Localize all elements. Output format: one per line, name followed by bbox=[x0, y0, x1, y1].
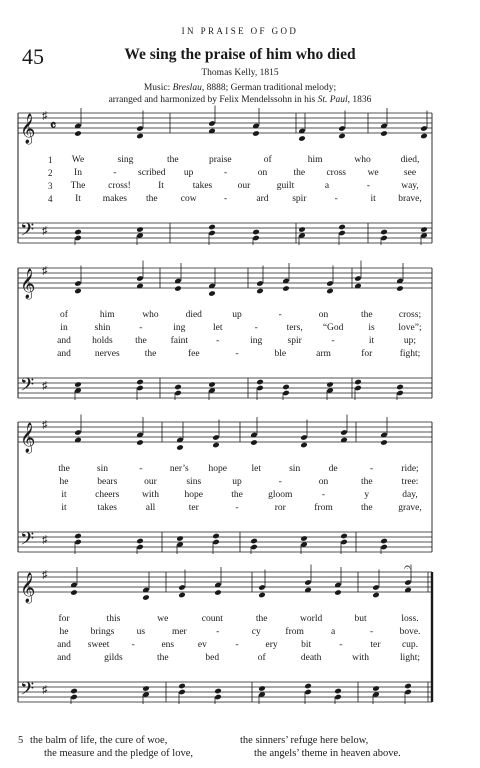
notehead bbox=[338, 224, 346, 231]
lyric-syllable: sin bbox=[96, 464, 108, 474]
lyric-syllable: holds bbox=[92, 336, 113, 346]
bass-clef-icon: 𝄢 bbox=[20, 375, 35, 400]
notehead bbox=[74, 130, 82, 137]
lyric-syllable: all bbox=[145, 503, 156, 513]
lyric-syllable: from bbox=[285, 627, 304, 637]
verse-number: 2 bbox=[48, 168, 53, 178]
music-credit-line-1 bbox=[0, 82, 480, 94]
author-credit: Thomas Kelly, 1815 bbox=[201, 68, 279, 78]
lyric-syllable: but bbox=[354, 614, 367, 624]
lyric-syllable: takes bbox=[97, 503, 118, 513]
lyric-syllable: a bbox=[331, 627, 336, 637]
lyric-syllable: who bbox=[354, 155, 371, 165]
notehead bbox=[136, 538, 144, 545]
sharp-icon: ♯ bbox=[42, 380, 48, 392]
lyric-syllable: it bbox=[61, 503, 67, 513]
lyric-syllable: with bbox=[352, 653, 370, 663]
stanza-5-left bbox=[30, 734, 193, 760]
notehead bbox=[136, 133, 144, 140]
lyric-syllable: spir bbox=[292, 194, 307, 204]
notehead bbox=[334, 589, 342, 596]
lyric-syllable: gilds bbox=[104, 653, 123, 663]
arranger-year: , 1836 bbox=[347, 95, 372, 105]
treble-clef-icon: 𝄞 bbox=[20, 573, 36, 603]
lyric-syllable: us bbox=[136, 627, 146, 637]
notehead bbox=[380, 229, 388, 236]
lyric-syllable: grave, bbox=[398, 503, 422, 513]
lyric-syllable: hope bbox=[184, 490, 203, 500]
notehead bbox=[178, 683, 186, 690]
lyric-syllable: de bbox=[328, 464, 338, 474]
lyric-syllable: spir bbox=[287, 336, 302, 346]
hymn-number: 45 bbox=[22, 44, 44, 69]
syllable-hyphen: - bbox=[278, 477, 282, 487]
notehead bbox=[250, 538, 258, 545]
notehead bbox=[300, 535, 308, 542]
lyric-syllable: of bbox=[257, 653, 266, 663]
sharp-icon: ♯ bbox=[42, 569, 48, 581]
sharp-icon: ♯ bbox=[42, 265, 48, 277]
lyric-syllable: bears bbox=[97, 477, 118, 487]
notehead bbox=[256, 288, 264, 295]
lyric-syllable: It bbox=[75, 194, 81, 204]
lyric-syllable: on bbox=[257, 168, 268, 178]
stanza-5-line-4: the angels’ theme in heaven above. bbox=[254, 748, 401, 759]
lyric-syllable: the bbox=[135, 336, 147, 346]
sharp-icon: ♯ bbox=[42, 225, 48, 237]
lyric-syllable: it bbox=[370, 194, 376, 204]
notehead bbox=[74, 288, 82, 295]
notehead bbox=[338, 133, 346, 140]
lyric-syllable: gloom bbox=[268, 490, 293, 500]
lyric-syllable: praise bbox=[208, 155, 232, 165]
notehead bbox=[300, 442, 308, 449]
notehead bbox=[178, 592, 186, 599]
notehead bbox=[214, 688, 222, 695]
notehead bbox=[326, 288, 334, 295]
lyric-syllable: sweet bbox=[87, 640, 110, 650]
notehead bbox=[208, 224, 216, 231]
syllable-hyphen: - bbox=[139, 323, 143, 333]
lyric-syllable: cross; bbox=[398, 310, 422, 320]
lyric-syllable: a bbox=[324, 181, 330, 191]
notehead bbox=[340, 533, 348, 540]
treble-clef-icon: 𝄞 bbox=[20, 269, 36, 299]
syllable-hyphen: - bbox=[216, 627, 220, 637]
syllable-hyphen: - bbox=[223, 194, 228, 204]
lyric-syllable: It bbox=[158, 181, 164, 191]
lyric-syllable: the bbox=[293, 168, 306, 178]
music-credit-suffix: , 8888; German traditional melody; bbox=[201, 83, 337, 93]
syllable-hyphen: - bbox=[113, 168, 117, 178]
lyric-syllable: ev bbox=[197, 640, 207, 650]
lyric-syllable: ror bbox=[274, 503, 286, 513]
notehead bbox=[372, 685, 380, 692]
lyric-syllable: ter bbox=[188, 503, 199, 513]
lyric-syllable: the bbox=[144, 349, 157, 359]
notehead bbox=[74, 381, 82, 388]
notehead bbox=[208, 290, 216, 297]
lyric-syllable: ride; bbox=[401, 464, 419, 474]
lyric-syllable: brave, bbox=[398, 194, 422, 204]
notehead bbox=[256, 379, 264, 386]
lyric-syllable: our bbox=[144, 477, 157, 487]
stanza-5-line-2: the measure and the pledge of love, bbox=[44, 748, 193, 759]
lyric-syllable: the bbox=[360, 310, 373, 320]
syllable-hyphen: - bbox=[254, 323, 258, 333]
lyric-syllable: ing bbox=[250, 336, 263, 346]
syllable-hyphen: - bbox=[235, 640, 239, 650]
common-time-icon: 𝄴 bbox=[50, 119, 57, 134]
hymn-title: We sing the praise of him who died bbox=[124, 46, 356, 63]
lyric-syllable: ner’s bbox=[169, 464, 189, 474]
notehead bbox=[74, 229, 82, 236]
notehead bbox=[136, 379, 144, 386]
lyric-syllable: bove. bbox=[399, 627, 421, 637]
notehead bbox=[176, 535, 184, 542]
syllable-hyphen: - bbox=[369, 627, 374, 637]
notehead bbox=[250, 439, 258, 446]
arranger-text: arranged and harmonized by Felix Mendelssohn in his bbox=[108, 95, 318, 105]
notehead bbox=[298, 135, 306, 142]
lyric-syllable: the bbox=[145, 194, 158, 204]
lyric-syllable: he bbox=[59, 627, 69, 637]
notehead bbox=[214, 589, 222, 596]
lyric-syllable: with bbox=[142, 490, 159, 500]
lyric-syllable: see bbox=[403, 168, 417, 178]
notehead bbox=[258, 685, 266, 692]
sharp-icon: ♯ bbox=[42, 684, 48, 696]
lyric-syllable: cheers bbox=[95, 490, 120, 500]
lyric-syllable: the bbox=[360, 503, 373, 513]
lyric-syllable: takes bbox=[192, 181, 213, 191]
lyric-syllable: sin bbox=[289, 464, 301, 474]
notehead bbox=[380, 439, 388, 446]
lyric-syllable: of bbox=[60, 310, 68, 320]
notehead bbox=[354, 379, 362, 386]
syllable-hyphen: - bbox=[139, 464, 143, 474]
stanza-5-line-1: the balm of life, the cure of woe, bbox=[30, 735, 168, 746]
lyric-syllable: let bbox=[251, 464, 261, 474]
lyric-syllable: died, bbox=[400, 155, 420, 165]
stanza-5-line-3: the sinners’ refuge here below, bbox=[240, 735, 369, 746]
notehead bbox=[174, 384, 182, 391]
syllable-hyphen: - bbox=[223, 168, 228, 178]
notehead bbox=[174, 285, 182, 292]
lyric-syllable: arm bbox=[316, 349, 331, 359]
sharp-icon: ♯ bbox=[42, 110, 48, 122]
syllable-hyphen: - bbox=[278, 310, 282, 320]
syllable-hyphen: - bbox=[131, 640, 135, 650]
treble-clef-icon: 𝄞 bbox=[20, 423, 36, 453]
notehead bbox=[136, 226, 144, 233]
lyric-syllable: way, bbox=[401, 181, 419, 191]
lyric-syllable: on bbox=[318, 477, 329, 487]
stanza-5-right bbox=[240, 734, 401, 760]
sharp-icon: ♯ bbox=[42, 534, 48, 546]
music-credit bbox=[0, 82, 480, 106]
lyric-syllable: count bbox=[201, 614, 223, 624]
notehead bbox=[208, 381, 216, 388]
lyric-syllable: the bbox=[231, 490, 243, 500]
lyric-syllable: on bbox=[318, 310, 329, 320]
notehead bbox=[74, 533, 82, 540]
syllable-hyphen: - bbox=[366, 181, 371, 191]
notehead bbox=[372, 592, 380, 599]
notehead bbox=[396, 285, 404, 292]
lyric-syllable: the bbox=[360, 477, 373, 487]
bass-clef-icon: 𝄢 bbox=[20, 220, 35, 245]
lyric-syllable: up bbox=[232, 477, 242, 487]
lyric-syllable: fee bbox=[187, 349, 200, 359]
lyric-syllable: in bbox=[60, 323, 68, 333]
notehead bbox=[212, 442, 220, 449]
notehead bbox=[212, 533, 220, 540]
lyric-syllable: up bbox=[183, 168, 194, 178]
notehead bbox=[142, 685, 150, 692]
notehead bbox=[380, 538, 388, 545]
lyric-syllable: we bbox=[157, 614, 169, 624]
lyric-syllable: for bbox=[58, 614, 70, 624]
lyric-syllable: We bbox=[71, 155, 85, 165]
lyric-syllable: loss. bbox=[401, 614, 419, 624]
lyric-syllable: scribed bbox=[138, 168, 166, 178]
lyric-syllable: the bbox=[255, 614, 268, 624]
notehead bbox=[282, 384, 290, 391]
syllable-hyphen: - bbox=[334, 194, 338, 204]
lyric-syllable: sing bbox=[117, 155, 134, 165]
notehead bbox=[282, 285, 290, 292]
notehead bbox=[420, 226, 428, 233]
lyric-syllable: tree: bbox=[401, 477, 419, 487]
verse-number: 3 bbox=[48, 181, 53, 191]
lyric-syllable: light; bbox=[399, 653, 421, 663]
bass-clef-icon: 𝄢 bbox=[20, 529, 35, 554]
lyric-syllable: The bbox=[70, 181, 86, 191]
notehead bbox=[334, 688, 342, 695]
stanza-5-number: 5 bbox=[18, 735, 24, 746]
lyric-syllable: he bbox=[59, 477, 69, 487]
syllable-hyphen: - bbox=[339, 640, 343, 650]
work-title: St. Paul bbox=[317, 95, 348, 105]
lyric-syllable: of bbox=[263, 155, 272, 165]
lyric-syllable: bed bbox=[205, 653, 220, 663]
notehead bbox=[252, 229, 260, 236]
lyric-syllable: nerves bbox=[94, 349, 120, 359]
lyric-syllable: brings bbox=[90, 627, 115, 637]
lyric-syllable: from bbox=[314, 503, 333, 513]
lyric-syllable: ter bbox=[370, 640, 381, 650]
syllable-hyphen: - bbox=[235, 503, 239, 513]
notehead bbox=[298, 226, 306, 233]
notehead bbox=[326, 381, 334, 388]
syllable-hyphen: - bbox=[216, 336, 220, 346]
lyric-syllable: cup. bbox=[401, 640, 419, 650]
lyric-syllable: up; bbox=[403, 336, 417, 346]
lyric-syllable: makes bbox=[102, 194, 128, 204]
notehead bbox=[420, 133, 428, 140]
lyric-syllable: and bbox=[57, 336, 71, 346]
lyric-syllable: it bbox=[368, 336, 375, 346]
lyric-syllable: cross bbox=[326, 168, 346, 178]
syllable-hyphen: - bbox=[369, 464, 374, 474]
notehead bbox=[404, 683, 412, 690]
lyric-syllable: mer bbox=[171, 627, 187, 637]
lyric-syllable: him bbox=[307, 155, 323, 165]
lyric-syllable: bit bbox=[301, 640, 312, 650]
verse-number: 4 bbox=[48, 194, 53, 204]
lyric-syllable: “God bbox=[322, 323, 344, 333]
running-head: IN PRAISE OF GOD bbox=[181, 26, 299, 36]
syllable-hyphen: - bbox=[235, 349, 239, 359]
notehead bbox=[70, 589, 78, 596]
notehead bbox=[396, 384, 404, 391]
lyric-syllable: ing bbox=[173, 323, 186, 333]
sharp-icon: ♯ bbox=[42, 419, 48, 431]
lyric-syllable: and bbox=[57, 653, 71, 663]
lyric-syllable: sins bbox=[186, 477, 202, 487]
lyric-syllable: died bbox=[185, 310, 202, 320]
music-credit-prefix: Music: bbox=[143, 83, 173, 93]
lyric-syllable: and bbox=[57, 349, 71, 359]
notehead bbox=[136, 439, 144, 446]
lyric-syllable: this bbox=[106, 614, 121, 624]
lyric-syllable: let bbox=[213, 323, 223, 333]
treble-clef-icon: 𝄞 bbox=[20, 114, 36, 144]
lyric-syllable: the bbox=[58, 464, 70, 474]
bass-clef-icon: 𝄢 bbox=[20, 679, 35, 704]
notehead bbox=[304, 683, 312, 690]
lyric-syllable: shin bbox=[94, 323, 111, 333]
tune-name: Breslau bbox=[172, 83, 202, 93]
lyric-syllable: up bbox=[232, 310, 242, 320]
notehead bbox=[258, 592, 266, 599]
lyric-syllable: cy bbox=[251, 627, 261, 637]
lyric-syllable: our bbox=[237, 181, 251, 191]
lyric-syllable: ters, bbox=[286, 323, 303, 333]
lyric-syllable: fight; bbox=[399, 349, 421, 359]
fermata-icon: 𝄐 bbox=[404, 564, 411, 574]
notehead bbox=[70, 688, 78, 695]
lyric-syllable: ery bbox=[265, 640, 278, 650]
lyric-syllable: for bbox=[361, 349, 373, 359]
lyric-syllable: we bbox=[367, 168, 379, 178]
lyric-syllable: ard bbox=[256, 194, 269, 204]
lyric-syllable: guilt bbox=[276, 181, 295, 191]
lyric-syllable: death bbox=[300, 653, 322, 663]
lyric-syllable: hope bbox=[208, 464, 227, 474]
lyric-syllable: ble bbox=[274, 349, 287, 359]
syllable-hyphen: - bbox=[331, 336, 335, 346]
lyric-syllable: and bbox=[57, 640, 71, 650]
verse-number: 1 bbox=[48, 155, 53, 165]
lyric-syllable: the bbox=[167, 155, 179, 165]
lyric-syllable: day, bbox=[402, 490, 418, 500]
lyric-syllable: who bbox=[142, 310, 159, 320]
notehead bbox=[176, 444, 184, 451]
lyric-syllable: the bbox=[157, 653, 169, 663]
lyric-syllable: cross! bbox=[108, 181, 131, 191]
lyric-syllable: cow bbox=[180, 194, 197, 204]
lyric-syllable: y bbox=[364, 490, 370, 500]
lyric-syllable: is bbox=[368, 323, 375, 333]
lyric-syllable: world bbox=[300, 614, 323, 624]
syllable-hyphen: - bbox=[321, 490, 326, 500]
lyric-syllable: love”; bbox=[398, 323, 422, 333]
lyric-syllable: it bbox=[61, 490, 67, 500]
notehead bbox=[252, 130, 260, 137]
lyric-syllable: him bbox=[99, 310, 115, 320]
lyric-syllable: faint bbox=[170, 336, 189, 346]
lyric-syllable: ens bbox=[161, 640, 175, 650]
notehead bbox=[142, 594, 150, 601]
lyric-syllable: In bbox=[74, 168, 82, 178]
notehead bbox=[380, 130, 388, 137]
